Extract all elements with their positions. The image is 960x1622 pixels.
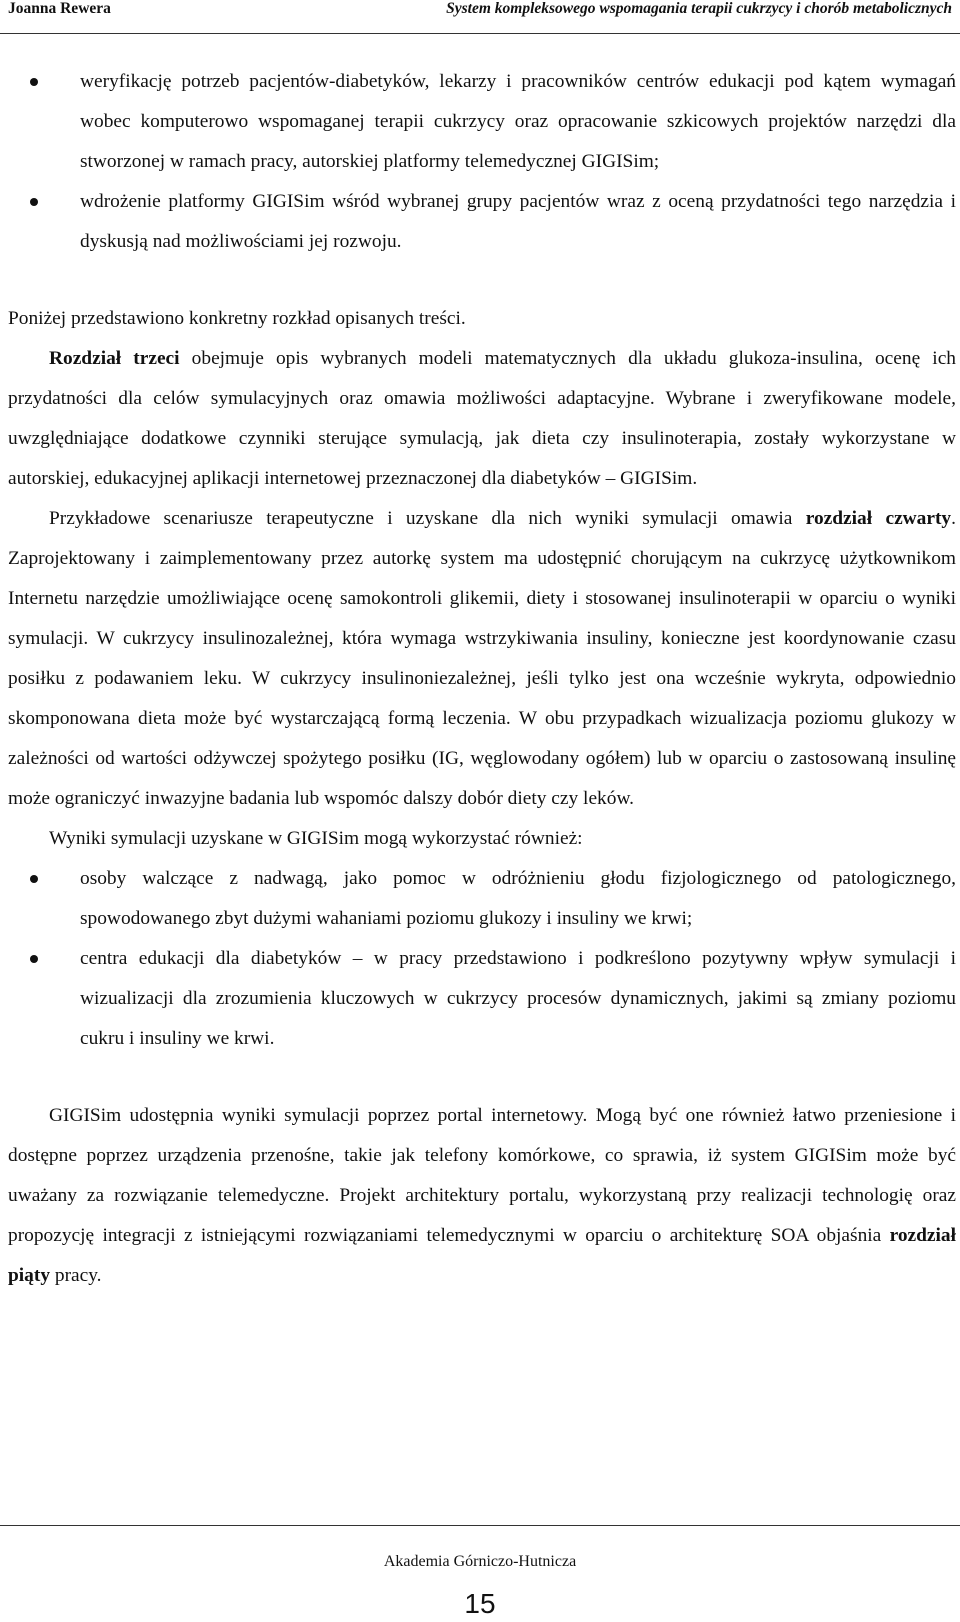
paragraph-text: . Zaprojektowany i zaimplementowany przez autorkę system ma udostępnić chorującym na cukrzycę użytkownikom Internetu narzędzie umożliwiające ocenę samokontroli glikemii, diety i stosowanej insulinoterapii w oparciu o wyniki symulacji. W cukrzycy insulinozależnej, która wymaga wstrzykiwania insuliny, konieczne jest koordynowanie czasu posiłku z podawaniem leku. W cukrzycy insulinoniezależnej, jeśli tylko jest ona wcześnie wykryta, odpowiednio skomponowana dieta może być wystarczającą formą leczenia. W obu przypadkach wizualizacja poziomu glukozy w zależności od wartości odżywczej spożytego posiłku (IG, węglowodany ogółem) lub w oparciu o zastosowaną insulinę może ograniczyć inwazyjne badania lub wspomóc dalszy dobór diety czy leków. [8, 508, 956, 809]
paragraph-text: Przykładowe scenariusze terapeutyczne i uzyskane dla nich wyniki symulacji omawia [49, 508, 806, 529]
list-item [8, 62, 956, 182]
bottom-bullet-list [8, 859, 956, 1059]
paragraph-chapter-five [8, 1096, 956, 1296]
intro-paragraph: Poniżej przedstawiono konkretny rozkład opisanych treści. [8, 308, 466, 329]
paragraph-chapter-three [8, 339, 956, 499]
bullet-icon [30, 875, 38, 883]
bold-chapter-ref: rozdział piąty [8, 1225, 956, 1286]
page-number: 15 [464, 1588, 496, 1619]
paragraph-chapter-four [8, 499, 956, 819]
footer-divider [0, 1525, 960, 1526]
list-item [8, 182, 956, 262]
paragraph-text: GIGISim udostępnia wyniki symulacji poprzez portal internetowy. Mogą być one również łatwo przeniesione i dostępne poprzez urządzenia przenośne, takie jak telefony komórkowe, co sprawia, iż system GIGISim może być uważany za rozwiązanie telemedyczne. Projekt architektury portalu, wykorzystaną przy realizacji technologię oraz propozycję integracji z istniejącymi rozwiązaniami telemedycznymi w oparciu o architekturę SOA objaśnia [8, 1105, 956, 1246]
paragraph-text: obejmuje opis wybranych modeli matematycznych dla układu glukoza-insulina, ocenę ich przydatności dla celów symulacyjnych oraz omawia możliwości adaptacyjne. Wybrane i zweryfikowane modele, uwzględniające dodatkowe czynniki sterujące symulacją, jak dieta czy insulinoterapia, zostały wykorzystane w autorskiej, edukacyjnej aplikacji internetowej przeznaczonej dla diabetyków – GIGISim. [8, 348, 956, 489]
list-item-text: osoby walczące z nadwagą, jako pomoc w odróżnieniu głodu fizjologicznego od patologicznego, spowodowanego zbyt dużymi wahaniami poziomu glukozy i insuliny we krwi; [80, 868, 956, 929]
paragraph-uses: Wyniki symulacji uzyskane w GIGISim mogą wykorzystać również: [49, 828, 583, 849]
bullet-icon [30, 955, 38, 963]
header-author: Joanna Rewera [8, 0, 111, 17]
paragraph-text: pracy. [50, 1265, 102, 1286]
bullet-icon [30, 78, 38, 86]
top-bullet-list [8, 62, 956, 262]
list-item-text: weryfikację potrzeb pacjentów-diabetyków, lekarzy i pracowników centrów edukacji pod kątem wymagań wobec komputerowo wspomaganej terapii cukrzycy oraz opracowanie szkicowych projektów narzędzi dla stworzonej w ramach pracy, autorskiej platformy telemedycznej GIGISim; [80, 71, 956, 172]
bold-chapter-ref: rozdział czwarty [805, 508, 952, 529]
list-item-text: centra edukacji dla diabetyków – w pracy przedstawiono i podkreślono pozytywny wpływ symulacji i wizualizacji dla zrozumienia kluczowych w cukrzycy procesów dynamicznych, jakimi są zmiany poziomu cukru i insuliny we krwi. [80, 948, 956, 1049]
header-title: System kompleksowego wspomagania terapii cukrzycy i chorób metabolicznych [446, 0, 952, 17]
footer-institution: Akademia Górniczo-Hutnicza [383, 1553, 577, 1570]
main-text [8, 62, 956, 1296]
list-item [8, 939, 956, 1059]
list-item [8, 859, 956, 939]
list-item-text: wdrożenie platformy GIGISim wśród wybranej grupy pacjentów wraz z oceną przydatności tego narzędzia i dyskusją nad możliwościami jej rozwoju. [80, 191, 956, 252]
bullet-icon [30, 198, 38, 206]
bold-chapter-ref: Rozdział trzeci [49, 348, 180, 369]
running-header [0, 0, 960, 34]
